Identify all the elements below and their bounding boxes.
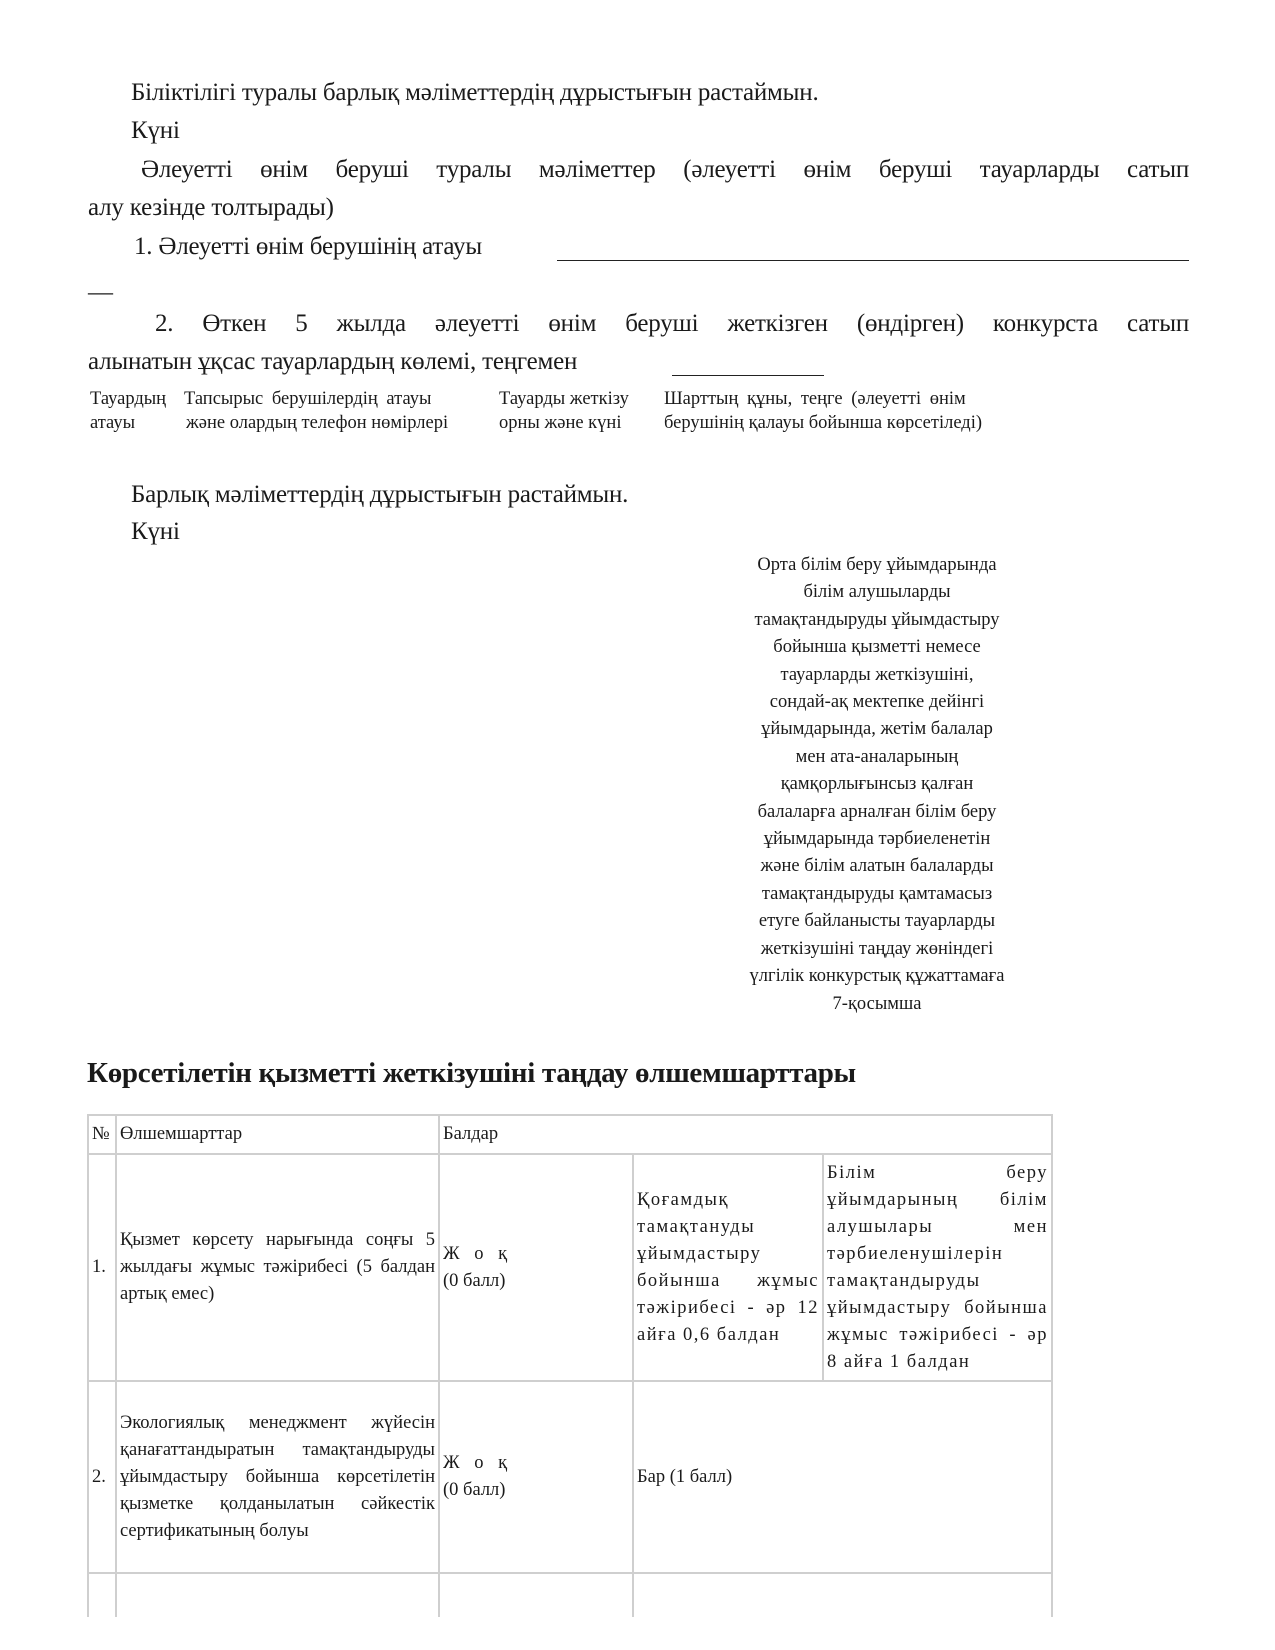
table-row xyxy=(88,1154,1052,1381)
col-customers: Тапсырыс берушілердің атауы және олардың телефон нөмірлері xyxy=(184,389,449,433)
supplier-name-label: 1. Әлеуетті өнім берушінің атауы xyxy=(134,233,482,260)
date-label-2: Күні xyxy=(131,518,180,545)
row-option-a: Қоғамдық тамақтануды ұйымдастыру бойынша жұмыс тәжірибесі - әр 12 айға 0,6 балдан xyxy=(633,1154,823,1381)
table-header-row xyxy=(88,1115,1052,1154)
row-none-option: Ж о қ (0 балл) xyxy=(439,1381,633,1573)
supply-volume-label: 2. Өткен 5 жылда әлеуетті өнім беруші жеткізген (өндірген) конкурста сатып xyxy=(155,310,1189,337)
row-num: 2. xyxy=(88,1381,116,1573)
row-option-b: Білім беру ұйымдарының білім алушылары мен тәрбиеленушілерін тамақтандыруды ұйымдастыру бойынша жұмыс тәжірибесі - әр 8 айға 1 балдан xyxy=(823,1154,1052,1381)
annex-note: Орта білім беру ұйымдарында білім алушыларды тамақтандыруды ұйымдастыру бойынша қызметті немесе тауарларды жеткізушіні, сондай-ақ мектепке дейінгі ұйымдарында, жетім балалар мен ата-аналарының қамқорлығынсыз қалған балаларға арналған білім беру ұйымдарында тәрбиеленетін және білім алатын балаларды тамақтандыруды қамтамасыз етуге байланысты тауарларды жеткізушіні таңдау жөніндегі үлгілік конкурстық құжаттамаға 7-қосымша xyxy=(749,555,1005,1014)
supply-volume-field[interactable] xyxy=(672,375,824,376)
criteria-heading: Көрсетілетін қызметті жеткізушіні таңдау өлшемшарттары xyxy=(87,1057,856,1089)
date-label: Күні xyxy=(131,117,180,144)
row-criteria xyxy=(116,1573,439,1617)
col-delivery-place-date: Тауарды жеткізу орны және күні xyxy=(499,389,629,433)
header-criteria: Өлшемшарттар xyxy=(116,1115,439,1154)
qualification-confirmation: Біліктілігі туралы барлық мәліметтердің дұрыстығын растаймын. xyxy=(131,79,819,106)
supplier-info-heading-cont: алу кезінде толтырады) xyxy=(88,194,334,221)
row-none-option xyxy=(439,1573,633,1617)
row-num xyxy=(88,1573,116,1617)
all-info-confirmation: Барлық мәліметтердің дұрыстығын растаймын. xyxy=(131,481,629,508)
supplier-info-heading: Әлеуетті өнім беруші туралы мәліметтер (әлеуетті өнім беруші тауарларды сатып xyxy=(141,156,1189,183)
row-num: 1. xyxy=(88,1154,116,1381)
criteria-table xyxy=(87,1114,1053,1617)
supply-volume-label-cont: алынатын ұқсас тауарлардың көлемі, теңгемен xyxy=(88,348,578,375)
row-none-option: Ж о қ (0 балл) xyxy=(439,1154,633,1381)
supplier-name-field[interactable] xyxy=(557,260,1189,261)
row-option-a xyxy=(633,1573,1052,1617)
row-criteria: Қызмет көрсету нарығында соңғы 5 жылдағы жұмыс тәжірибесі (5 балдан артық емес) xyxy=(116,1154,439,1381)
header-num: № xyxy=(88,1115,116,1154)
table-row xyxy=(88,1381,1052,1573)
col-goods-name: Тауардың атауы xyxy=(90,389,167,433)
header-points: Балдар xyxy=(439,1115,1052,1154)
table-row xyxy=(88,1573,1052,1617)
row-option-a: Бар (1 балл) xyxy=(633,1381,1052,1573)
row-criteria: Экологиялық менеджмент жүйесін қанағаттандыратын тамақтандыруды ұйымдастыру бойынша көрсетілетін қызметке қолданылатын сәйкестік сертификатының болуы xyxy=(116,1381,439,1573)
col-contract-value: Шарттың құны, теңге (әлеуетті өнім берушінің қалауы бойынша көрсетіледі) xyxy=(664,389,983,433)
supplier-name-field-cont: — xyxy=(88,279,113,306)
